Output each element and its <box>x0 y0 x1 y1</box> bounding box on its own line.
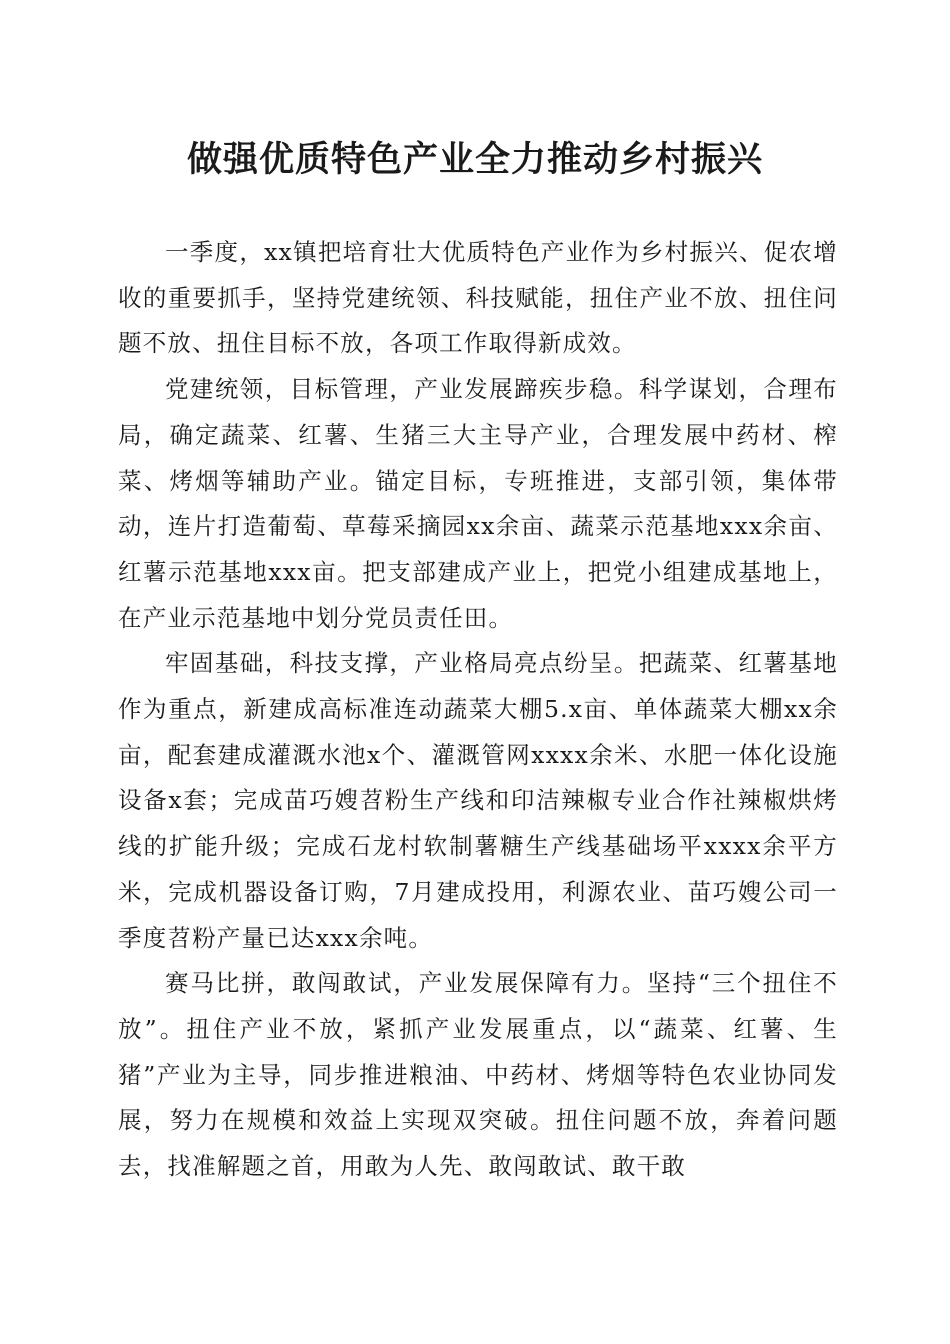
paragraph-foundation: 牢固基础，科技支撑，产业格局亮点纷呈。把蔬菜、红薯基地作为重点，新建成高标准连动蔬菜大棚5.x亩、单体蔬菜大棚xx余亩，配套建成灌溉水池x个、灌溉管网xxxx余米、水肥一体化设施设备x套；完成苗巧嫂苕粉生产线和印洁辣椒专业合作社辣椒烘烤线的扩能升级；完成石龙村软制薯糖生产线基础场平xxxx余平方米，完成机器设备订购，7月建成投用，利源农业、苗巧嫂公司一季度苕粉产量已达xxx余吨。 <box>118 649 838 952</box>
document-title: 做强优质特色产业全力推动乡村振兴 <box>186 139 763 180</box>
document-body <box>118 230 838 1190</box>
paragraph-party-building: 党建统领，目标管理，产业发展蹄疾步稳。科学谋划，合理布局，确定蔬菜、红薯、生猪三大主导产业，合理发展中药材、榨菜、烤烟等辅助产业。锚定目标，专班推进，支部引领，集体带动，连片打造葡萄、草莓采摘园xx余亩、蔬菜示范基地xxx余亩、红薯示范基地xxx亩。把支部建成产业上，把党小组建成基地上，在产业示范基地中划分党员责任田。 <box>118 375 838 632</box>
paragraph-competition: 赛马比拼，敢闯敢试，产业发展保障有力。坚持“三个扭住不放”。扭住产业不放，紧抓产业发展重点，以“蔬菜、红薯、生猪”产业为主导，同步推进粮油、中药材、烤烟等特色农业协同发展，努力在规模和效益上实现双突破。扭住问题不放，奔着问题去，找准解题之首，用敢为人先、敢闯敢试、敢干敢 <box>118 969 838 1181</box>
paragraph-intro: 一季度，xx镇把培育壮大优质特色产业作为乡村振兴、促农增收的重要抓手，坚持党建统领、科技赋能，扭住产业不放、扭住问题不放、扭住目标不放，各项工作取得新成效。 <box>118 238 838 358</box>
